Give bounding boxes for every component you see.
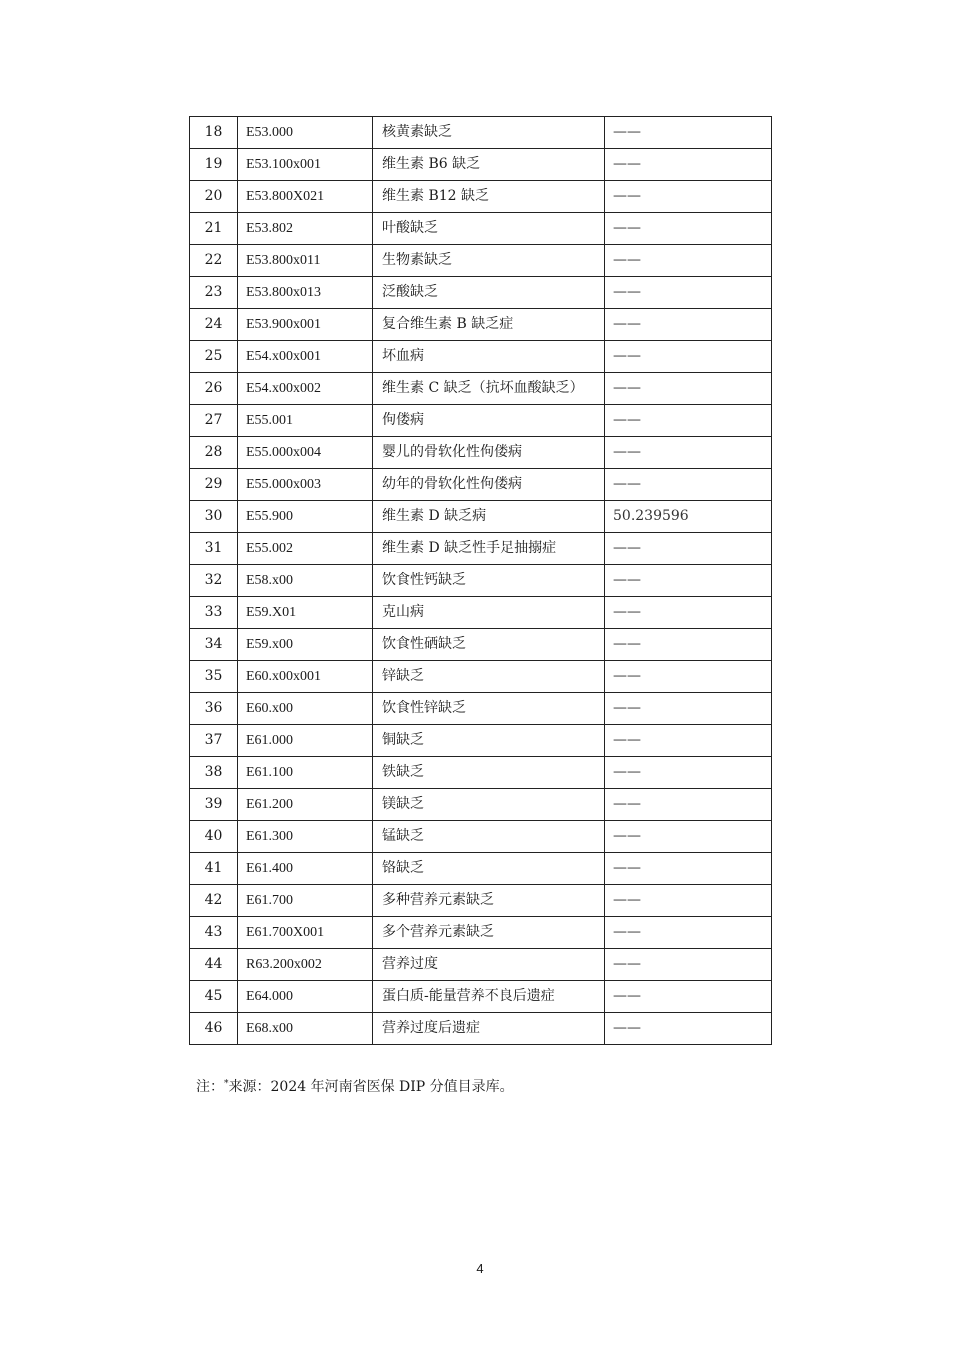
diagnosis-name: 维生素 D 缺乏病 — [373, 501, 605, 533]
table-footnote — [196, 1074, 514, 1097]
score-value: —— — [605, 981, 772, 1013]
score-value: —— — [605, 437, 772, 469]
diagnosis-name: 饮食性硒缺乏 — [373, 629, 605, 661]
table-row — [190, 597, 772, 629]
table-row — [190, 853, 772, 885]
diagnosis-code: E60.x00 — [238, 693, 373, 725]
diagnosis-code: E55.000x004 — [238, 437, 373, 469]
diagnosis-code: E68.x00 — [238, 1013, 373, 1045]
diagnosis-name: 复合维生素 B 缺乏症 — [373, 309, 605, 341]
table-row — [190, 565, 772, 597]
diagnosis-name: 饮食性锌缺乏 — [373, 693, 605, 725]
score-value: —— — [605, 629, 772, 661]
diagnosis-code: E53.802 — [238, 213, 373, 245]
score-value: —— — [605, 181, 772, 213]
score-value: —— — [605, 725, 772, 757]
diagnosis-code: E55.002 — [238, 533, 373, 565]
diagnosis-name: 铬缺乏 — [373, 853, 605, 885]
row-number: 41 — [190, 853, 238, 885]
diagnosis-code: E61.300 — [238, 821, 373, 853]
diagnosis-code: E61.700X001 — [238, 917, 373, 949]
row-number: 29 — [190, 469, 238, 501]
diagnosis-name: 锰缺乏 — [373, 821, 605, 853]
table-row — [190, 533, 772, 565]
table-row — [190, 213, 772, 245]
diagnosis-name: 幼年的骨软化性佝偻病 — [373, 469, 605, 501]
row-number: 26 — [190, 373, 238, 405]
footnote-text: 来源：2024 年河南省医保 DIP 分值目录库。 — [228, 1079, 514, 1095]
row-number: 44 — [190, 949, 238, 981]
table-row — [190, 181, 772, 213]
score-value: —— — [605, 853, 772, 885]
table-row — [190, 629, 772, 661]
score-value: —— — [605, 949, 772, 981]
diagnosis-code: E54.x00x002 — [238, 373, 373, 405]
score-value: —— — [605, 405, 772, 437]
row-number: 20 — [190, 181, 238, 213]
diagnosis-name: 多个营养元素缺乏 — [373, 917, 605, 949]
diagnosis-name: 维生素 D 缺乏性手足抽搦症 — [373, 533, 605, 565]
row-number: 24 — [190, 309, 238, 341]
row-number: 46 — [190, 1013, 238, 1045]
score-value: —— — [605, 1013, 772, 1045]
row-number: 22 — [190, 245, 238, 277]
score-value: —— — [605, 789, 772, 821]
score-value: —— — [605, 117, 772, 149]
table-row — [190, 917, 772, 949]
diagnosis-name: 饮食性钙缺乏 — [373, 565, 605, 597]
footnote-marker: * — [224, 1079, 229, 1089]
score-value: —— — [605, 565, 772, 597]
table-row — [190, 245, 772, 277]
score-value: —— — [605, 917, 772, 949]
diagnosis-name: 克山病 — [373, 597, 605, 629]
row-number: 40 — [190, 821, 238, 853]
table-row — [190, 757, 772, 789]
diagnosis-name: 营养过度 — [373, 949, 605, 981]
row-number: 35 — [190, 661, 238, 693]
row-number: 37 — [190, 725, 238, 757]
table-row — [190, 469, 772, 501]
diagnosis-name: 镁缺乏 — [373, 789, 605, 821]
table-row — [190, 309, 772, 341]
diagnosis-name: 维生素 C 缺乏（抗坏血酸缺乏） — [373, 373, 605, 405]
diagnosis-code: E61.100 — [238, 757, 373, 789]
score-value: —— — [605, 245, 772, 277]
diagnosis-name: 铜缺乏 — [373, 725, 605, 757]
diagnosis-code: R63.200x002 — [238, 949, 373, 981]
row-number: 21 — [190, 213, 238, 245]
diagnosis-code: E53.100x001 — [238, 149, 373, 181]
diagnosis-name: 维生素 B6 缺乏 — [373, 149, 605, 181]
diagnosis-name: 铁缺乏 — [373, 757, 605, 789]
diagnosis-name: 核黄素缺乏 — [373, 117, 605, 149]
diagnosis-name: 泛酸缺乏 — [373, 277, 605, 309]
diagnosis-code: E64.000 — [238, 981, 373, 1013]
table-body — [190, 117, 772, 1045]
score-value: —— — [605, 341, 772, 373]
table-row — [190, 981, 772, 1013]
diagnosis-name: 营养过度后遗症 — [373, 1013, 605, 1045]
diagnosis-code: E53.800x013 — [238, 277, 373, 309]
table-row — [190, 117, 772, 149]
score-value: —— — [605, 661, 772, 693]
row-number: 43 — [190, 917, 238, 949]
table-row — [190, 277, 772, 309]
table-row — [190, 789, 772, 821]
diagnosis-code: E55.001 — [238, 405, 373, 437]
diagnosis-name: 蛋白质-能量营养不良后遗症 — [373, 981, 605, 1013]
diagnosis-name: 多种营养元素缺乏 — [373, 885, 605, 917]
score-value: —— — [605, 149, 772, 181]
score-value: —— — [605, 309, 772, 341]
row-number: 18 — [190, 117, 238, 149]
score-value: —— — [605, 693, 772, 725]
diagnosis-name: 佝偻病 — [373, 405, 605, 437]
page-number: 4 — [476, 1261, 484, 1276]
row-number: 28 — [190, 437, 238, 469]
row-number: 27 — [190, 405, 238, 437]
diagnosis-code: E58.x00 — [238, 565, 373, 597]
diagnosis-name: 生物素缺乏 — [373, 245, 605, 277]
table-row — [190, 341, 772, 373]
row-number: 31 — [190, 533, 238, 565]
diagnosis-code: E61.400 — [238, 853, 373, 885]
score-value: —— — [605, 885, 772, 917]
diagnosis-code: E61.700 — [238, 885, 373, 917]
table-row — [190, 661, 772, 693]
table-row — [190, 1013, 772, 1045]
diagnosis-code-table — [189, 116, 772, 1045]
score-value: —— — [605, 469, 772, 501]
row-number: 39 — [190, 789, 238, 821]
row-number: 32 — [190, 565, 238, 597]
diagnosis-code: E60.x00x001 — [238, 661, 373, 693]
diagnosis-name: 婴儿的骨软化性佝偻病 — [373, 437, 605, 469]
row-number: 36 — [190, 693, 238, 725]
row-number: 19 — [190, 149, 238, 181]
score-value: —— — [605, 213, 772, 245]
row-number: 45 — [190, 981, 238, 1013]
table-row — [190, 693, 772, 725]
row-number: 38 — [190, 757, 238, 789]
diagnosis-name: 维生素 B12 缺乏 — [373, 181, 605, 213]
diagnosis-code: E61.000 — [238, 725, 373, 757]
diagnosis-code: E59.x00 — [238, 629, 373, 661]
score-value: —— — [605, 533, 772, 565]
row-number: 34 — [190, 629, 238, 661]
score-value: —— — [605, 757, 772, 789]
score-value: 50.239596 — [605, 501, 772, 533]
diagnosis-code: E61.200 — [238, 789, 373, 821]
table-row — [190, 885, 772, 917]
table-row — [190, 405, 772, 437]
diagnosis-code: E55.900 — [238, 501, 373, 533]
diagnosis-name: 坏血病 — [373, 341, 605, 373]
table-row — [190, 725, 772, 757]
row-number: 25 — [190, 341, 238, 373]
diagnosis-code: E53.900x001 — [238, 309, 373, 341]
row-number: 42 — [190, 885, 238, 917]
table-row — [190, 373, 772, 405]
score-value: —— — [605, 821, 772, 853]
table-row — [190, 149, 772, 181]
score-value: —— — [605, 277, 772, 309]
score-value: —— — [605, 373, 772, 405]
table-row — [190, 949, 772, 981]
diagnosis-code: E54.x00x001 — [238, 341, 373, 373]
row-number: 23 — [190, 277, 238, 309]
table-row — [190, 437, 772, 469]
table-row — [190, 501, 772, 533]
footnote-prefix: 注： — [196, 1079, 224, 1095]
diagnosis-name: 叶酸缺乏 — [373, 213, 605, 245]
row-number: 33 — [190, 597, 238, 629]
table-row — [190, 821, 772, 853]
diagnosis-code: E53.800x011 — [238, 245, 373, 277]
diagnosis-code: E53.800X021 — [238, 181, 373, 213]
row-number: 30 — [190, 501, 238, 533]
diagnosis-name: 锌缺乏 — [373, 661, 605, 693]
score-value: —— — [605, 597, 772, 629]
diagnosis-code: E53.000 — [238, 117, 373, 149]
diagnosis-code: E59.X01 — [238, 597, 373, 629]
diagnosis-code: E55.000x003 — [238, 469, 373, 501]
